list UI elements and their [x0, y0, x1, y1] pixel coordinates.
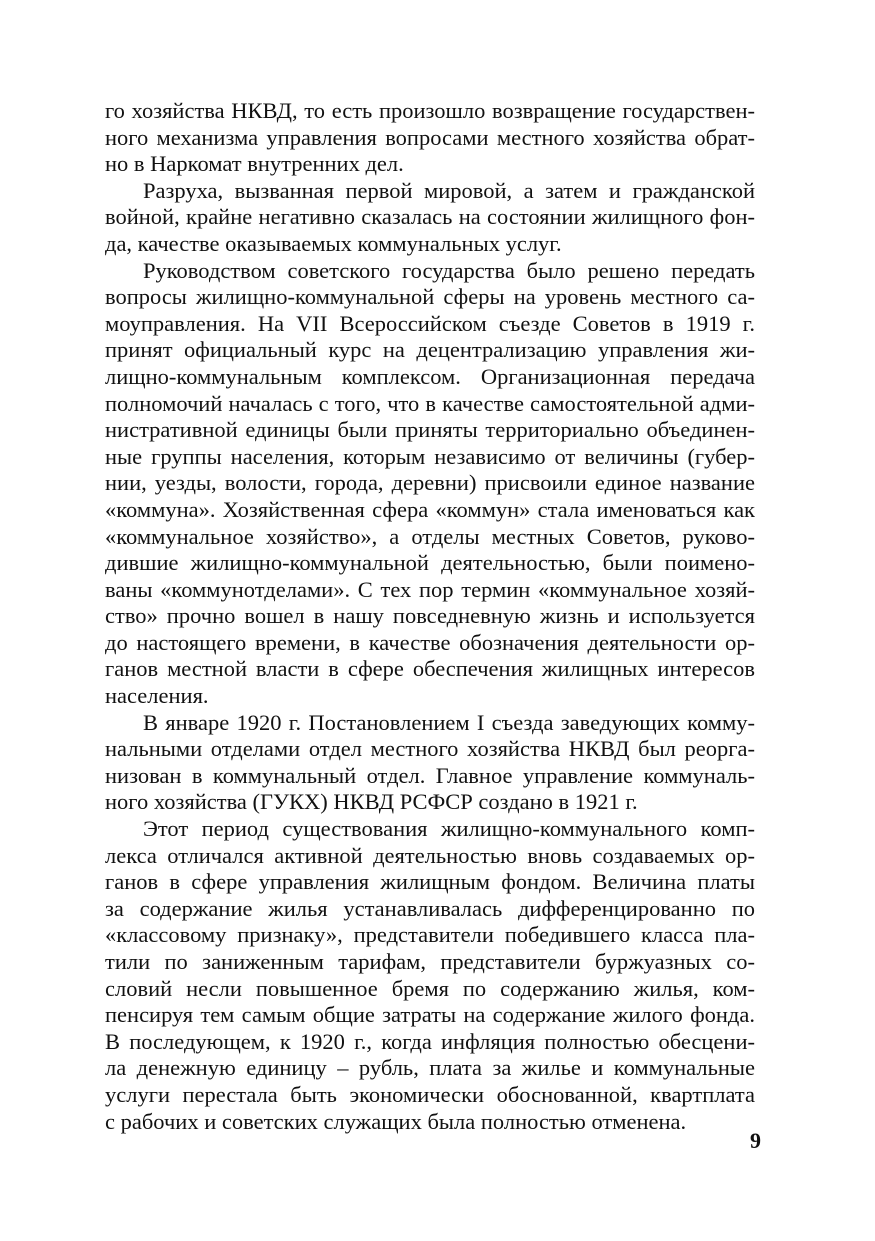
text-line: «коммуна». Хозяйственная сфера «коммун» стала именоваться как	[105, 496, 755, 522]
text-line: Руководством советского государства было решено передать	[143, 257, 755, 283]
text-line: Разруха, вызванная первой мировой, а затем и гражданской	[143, 177, 755, 203]
text-line: войной, крайне негативно сказалась на состоянии жилищного фон-	[105, 204, 755, 230]
paragraph	[105, 258, 755, 710]
text-line: ганов местной власти в сфере обеспечения жилищных интересов	[105, 656, 755, 682]
text-line: принят официальный курс на децентрализацию управления жи-	[105, 337, 755, 363]
text-line: пенсируя тем самым общие затраты на содержание жилого фонда.	[105, 1002, 755, 1028]
text-line: ство» прочно вошел в нашу повседневную жизнь и используется	[105, 603, 755, 629]
text-line: лекса отличался активной деятельностью вновь создаваемых ор-	[105, 842, 755, 868]
text-line: с рабочих и советских служащих была полностью отменена.	[105, 1108, 687, 1134]
text-line: вопросы жилищно-коммунальной сферы на уровень местного са-	[105, 284, 755, 310]
text-line: В последующем, к 1920 г., когда инфляция полностью обесцени-	[105, 1028, 755, 1054]
text-line: «классовому признаку», представители победившего класса пла-	[105, 922, 755, 948]
text-line: «коммунальное хозяйство», а отделы местных Советов, руково-	[105, 523, 755, 549]
paragraph	[105, 816, 755, 1135]
text-line: ваны «коммунотделами». С тех пор термин «коммунальное хозяй-	[105, 576, 755, 602]
page-number: 9	[750, 1128, 761, 1153]
text-line: словий несли повышенное бремя по содержанию жилья, ком-	[105, 975, 755, 1001]
text-line: Этот период существования жилищно-коммунального комп-	[143, 816, 755, 842]
text-line: го хозяйства НКВД, то есть произошло возвращение государствен-	[105, 98, 755, 123]
text-line: нии, уезды, волости, города, деревни) присвоили единое название	[105, 470, 755, 496]
text-line: нистративной единицы были приняты территориально объединен-	[105, 417, 755, 443]
paragraph	[105, 710, 755, 816]
text-line: тили по заниженным тарифам, представители буржуазных со-	[105, 949, 755, 974]
text-line: низован в коммунальный отдел. Главное управление коммуналь-	[105, 762, 755, 788]
text-line: лищно-коммунальным комплексом. Организационная передача	[105, 363, 755, 389]
text-line: В январе 1920 г. Постановлением I съезда заведующих комму-	[143, 709, 755, 735]
text-line: ные группы населения, которым независимо от величины (губер-	[105, 443, 755, 469]
text-line: моуправления. На VII Всероссийском съезде Советов в 1919 г.	[105, 310, 755, 336]
text-line: населения.	[105, 683, 209, 709]
text-line: услуги перестала быть экономически обоснованной, квартплата	[105, 1081, 755, 1107]
text-line: дившие жилищно-коммунальной деятельностью, были поимено-	[105, 550, 755, 576]
text-line: но в Наркомат внутренних дел.	[105, 151, 404, 177]
text-line: да, качестве оказываемых коммунальных услуг.	[105, 230, 562, 256]
paragraph	[105, 98, 755, 178]
text-line: ла денежную единицу – рубль, плата за жилье и коммунальные	[105, 1055, 755, 1081]
body-text	[105, 98, 755, 1135]
text-line: за содержание жилья устанавливалась дифференцированно по	[105, 895, 755, 921]
text-line: ганов в сфере управления жилищным фондом. Величина платы	[105, 869, 755, 895]
paragraph	[105, 178, 755, 258]
text-line: нальными отделами отдел местного хозяйства НКВД был реорга-	[105, 736, 755, 762]
text-line: ного механизма управления вопросами местного хозяйства обрат-	[105, 124, 755, 150]
text-line: полномочий началась с того, что в качестве самостоятельной адми-	[105, 390, 755, 416]
text-line: до настоящего времени, в качестве обозначения деятельности ор-	[105, 629, 755, 655]
text-line: ного хозяйства (ГУКХ) НКВД РСФСР создано в 1921 г.	[105, 789, 638, 815]
